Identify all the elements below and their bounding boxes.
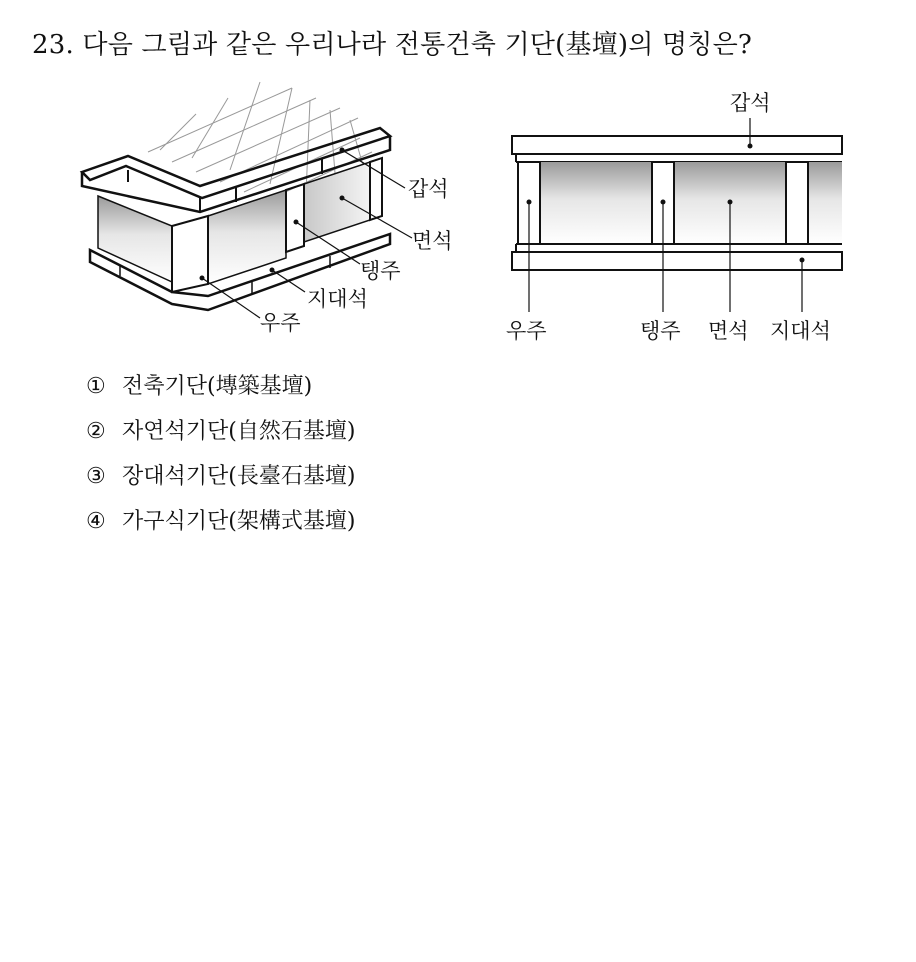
question-stem bbox=[32, 24, 752, 61]
choice-text: 가구식기단(架構式基壇) bbox=[122, 509, 356, 534]
question-text: 다음 그림과 같은 우리나라 전통건축 기단(基壇)의 명칭은? bbox=[82, 30, 753, 60]
figure bbox=[60, 70, 860, 370]
left-label-middle-post: 탱주 bbox=[360, 259, 401, 283]
choice-text: 장대석기단(長臺石基壇) bbox=[122, 464, 356, 489]
choice-number: ① bbox=[86, 374, 106, 399]
right-label-middle-post: 탱주 bbox=[640, 319, 681, 343]
choice-text: 전축기단(塼築基壇) bbox=[122, 374, 313, 399]
choice-number: ③ bbox=[86, 464, 106, 489]
choice-1[interactable] bbox=[86, 364, 355, 409]
choice-2[interactable] bbox=[86, 409, 355, 454]
question-number: 23. bbox=[32, 30, 74, 60]
choice-4[interactable] bbox=[86, 499, 355, 544]
left-label-top-stone: 갑석 bbox=[408, 177, 449, 201]
right-label-corner-post: 우주 bbox=[506, 319, 547, 343]
left-label-face-stone: 면석 bbox=[412, 229, 453, 253]
left-label-corner-post: 우주 bbox=[260, 311, 301, 335]
choice-3[interactable] bbox=[86, 454, 355, 499]
right-label-face-stone: 면석 bbox=[708, 319, 749, 343]
right-label-ground-stone: 지대석 bbox=[770, 319, 831, 343]
left-label-ground-stone: 지대석 bbox=[307, 287, 368, 311]
choice-number: ② bbox=[86, 419, 106, 444]
isometric-stylobate bbox=[82, 82, 453, 335]
stylobate-diagram bbox=[60, 70, 860, 370]
choice-number: ④ bbox=[86, 509, 106, 534]
choice-text: 자연석기단(自然石基壇) bbox=[122, 419, 356, 444]
answer-choices bbox=[86, 364, 355, 544]
right-label-top-stone: 갑석 bbox=[730, 91, 771, 115]
elevation-stylobate bbox=[506, 91, 842, 343]
